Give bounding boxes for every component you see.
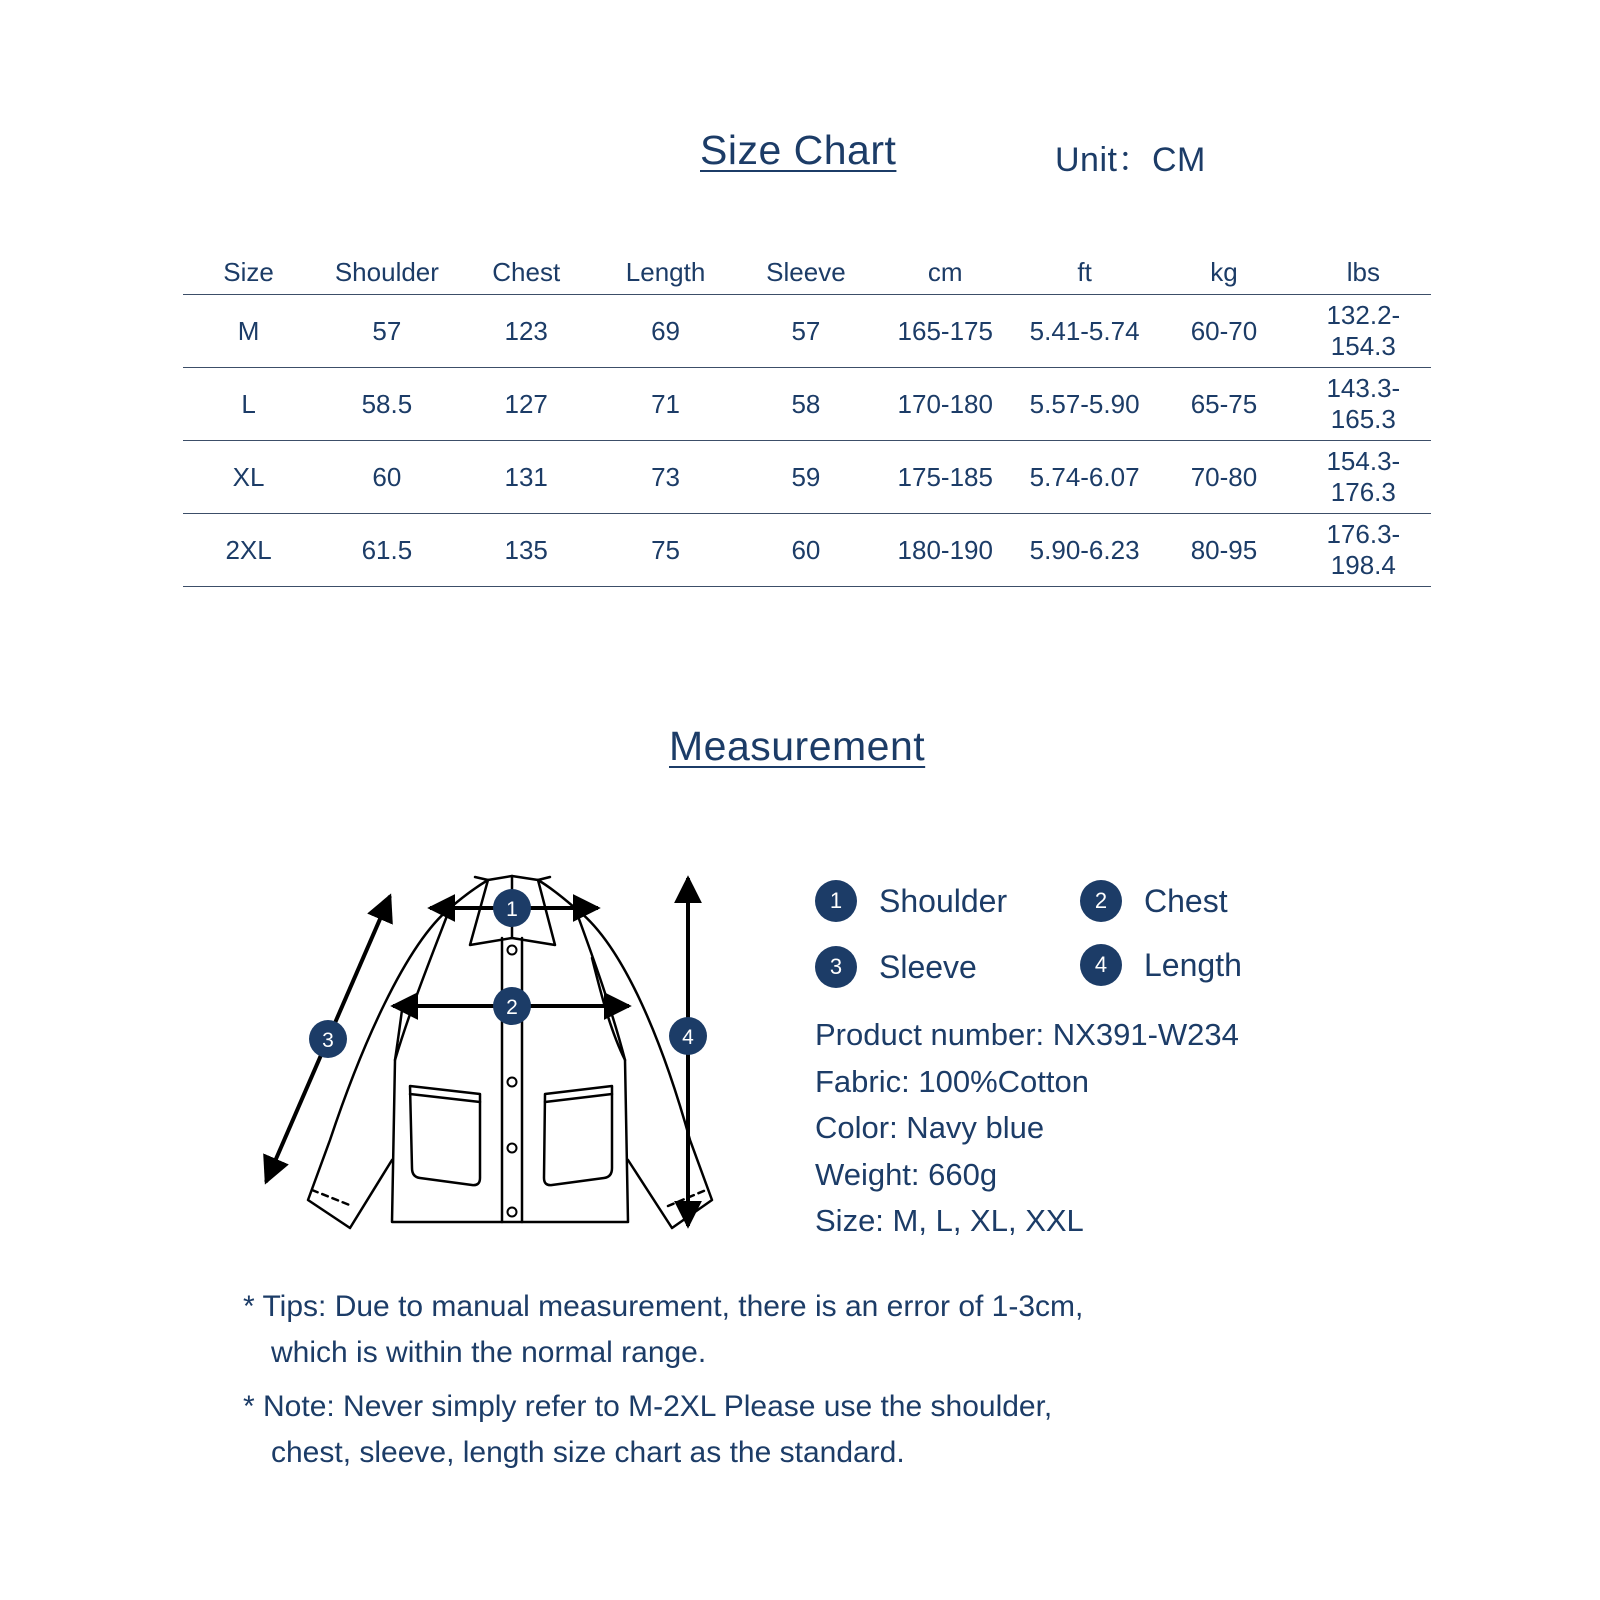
product-info (815, 1012, 1239, 1245)
legend-shoulder (815, 880, 1007, 922)
legend-label: Chest (1144, 882, 1228, 919)
col-sleeve: Sleeve (766, 257, 846, 287)
standard-note (243, 1384, 1052, 1476)
table-cell: 58.5 (361, 388, 413, 419)
legend-badge: 2 (1080, 880, 1122, 922)
table-cell: 73 (651, 461, 681, 492)
button (508, 1078, 517, 1087)
table-cell: 123 (504, 315, 548, 346)
diagram-marker-2 (493, 987, 531, 1025)
table-cell: 70-80 (1190, 461, 1258, 492)
table-cell: 57 (372, 315, 402, 346)
col-length: Length (625, 257, 706, 287)
col-kg: kg (1210, 257, 1238, 287)
table-cell: 5.57-5.90 (1029, 388, 1140, 419)
table-cell: 60 (372, 461, 402, 492)
table-cell: L (241, 388, 256, 419)
note-line-1: * Note: Never simply refer to M-2XL Please use the shoulder, (243, 1390, 1053, 1423)
marker-number: 3 (322, 1029, 334, 1052)
table-cell: 65-75 (1190, 388, 1258, 419)
legend-badge: 1 (815, 880, 857, 922)
table-cell: 57 (791, 315, 821, 346)
table-cell: M (237, 315, 260, 346)
table-cell: 5.74-6.07 (1029, 461, 1140, 492)
tips-line-1: * Tips: Due to manual measurement, there is an error of 1-3cm, (243, 1290, 1084, 1323)
table-cell: 143.3-165.3 (1326, 373, 1401, 434)
table-cell: 175-185 (897, 461, 993, 492)
button (508, 1208, 517, 1217)
table-cell: 5.41-5.74 (1029, 315, 1140, 346)
marker-number: 1 (506, 898, 518, 921)
table-cell: 60-70 (1190, 315, 1258, 346)
table-cell: 58 (791, 388, 821, 419)
table-cell: 180-190 (897, 534, 993, 565)
table-cell: 2XL (225, 534, 272, 565)
measurement-title: Measurement (669, 723, 926, 769)
diagram-marker-3 (309, 1020, 347, 1058)
col-lbs: lbs (1346, 257, 1380, 287)
tips-line-2: which is within the normal range. (271, 1336, 707, 1369)
legend-label: Shoulder (879, 882, 1008, 919)
legend-label: Sleeve (879, 948, 977, 985)
legend-chest (1080, 880, 1228, 922)
legend-length (1080, 944, 1242, 986)
col-chest: Chest (492, 257, 561, 287)
product-fabric: Fabric: 100%Cotton (815, 1063, 1089, 1099)
tips-note (243, 1284, 1083, 1376)
diagram-marker-4 (669, 1017, 707, 1055)
product-color: Color: Navy blue (815, 1110, 1045, 1145)
table-cell: 170-180 (897, 388, 993, 419)
table-cell: 176.3-198.4 (1326, 519, 1401, 580)
table-cell: 61.5 (361, 534, 413, 565)
legend-label: Length (1144, 946, 1242, 983)
table-cell: 60 (791, 534, 821, 565)
table-cell: 75 (651, 534, 681, 565)
col-shoulder: Shoulder (334, 257, 439, 287)
col-size: Size (223, 257, 274, 287)
table-cell: 5.90-6.23 (1029, 534, 1140, 565)
legend-badge: 4 (1080, 944, 1122, 986)
table-cell: 80-95 (1190, 534, 1258, 565)
product-weight: Weight: 660g (815, 1156, 998, 1192)
legend-sleeve (815, 946, 977, 988)
note-line-2: chest, sleeve, length size chart as the standard. (271, 1436, 905, 1469)
diagram-marker-1 (493, 889, 531, 927)
unit-label: Unit：CM (1055, 141, 1206, 179)
product-number: Product number: NX391-W234 (815, 1017, 1239, 1052)
table-cell: 127 (504, 388, 548, 419)
table-cell: 131 (504, 461, 548, 492)
table-cell: 69 (651, 315, 681, 346)
table-cell: XL (232, 461, 265, 492)
marker-number: 4 (682, 1026, 694, 1049)
marker-number: 2 (506, 996, 518, 1019)
col-cm: cm (927, 257, 963, 287)
legend-badge: 3 (815, 946, 857, 988)
button (508, 946, 517, 955)
col-ft: ft (1077, 257, 1092, 287)
button (508, 1144, 517, 1153)
product-size: Size: M, L, XL, XXL (815, 1203, 1084, 1238)
size-chart-title: Size Chart (700, 127, 897, 173)
table-cell: 154.3-176.3 (1326, 446, 1401, 507)
table-cell: 59 (791, 461, 821, 492)
table-cell: 165-175 (897, 315, 993, 346)
table-cell: 71 (651, 388, 681, 419)
table-cell: 132.2-154.3 (1326, 300, 1401, 361)
table-cell: 135 (504, 534, 548, 565)
